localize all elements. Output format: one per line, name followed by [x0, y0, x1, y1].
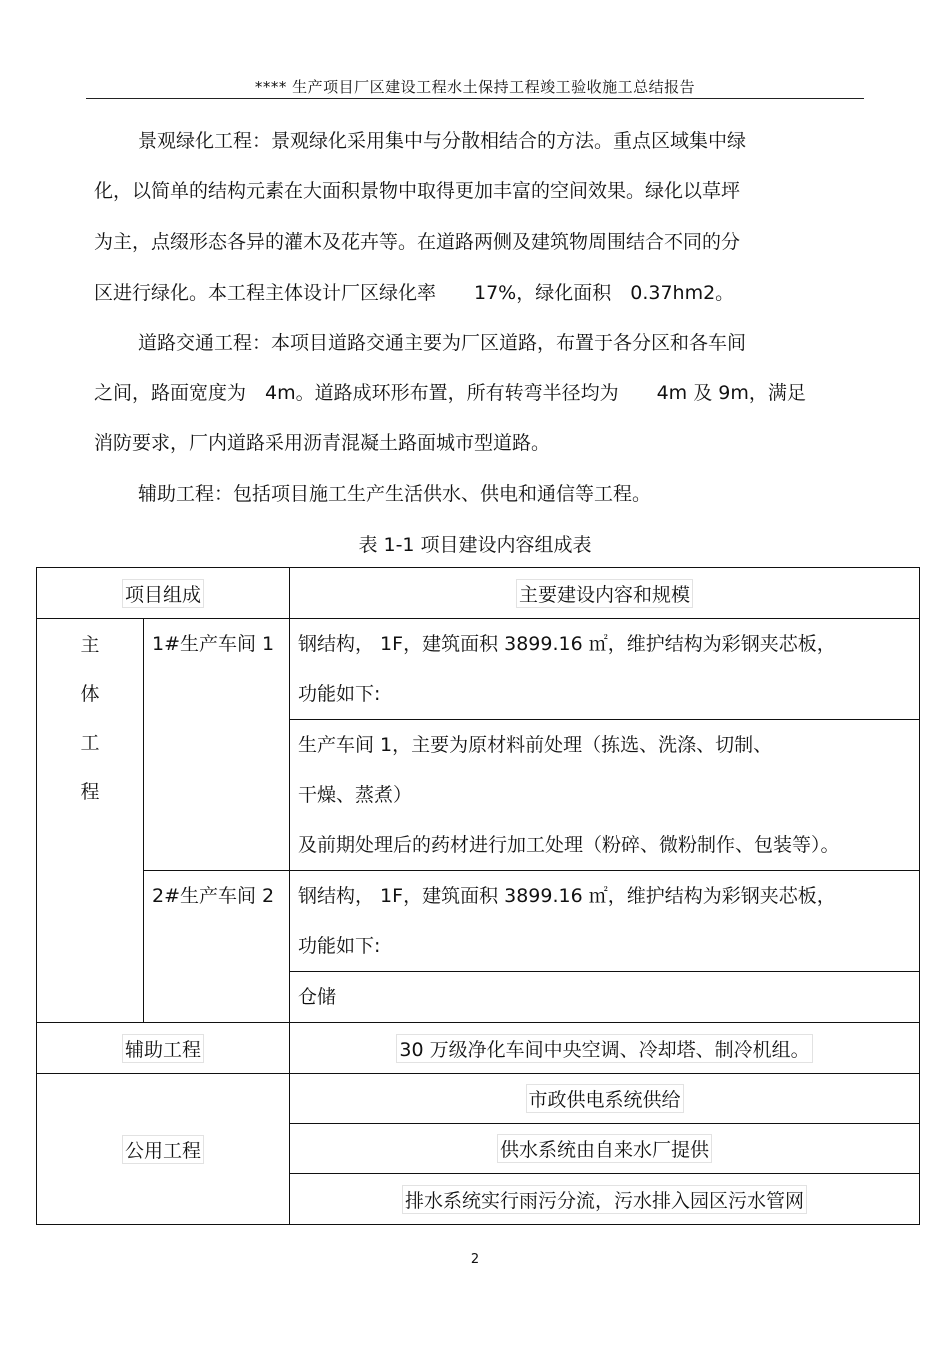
table-row: [37, 1074, 920, 1124]
workshop2-spec-cell: [290, 871, 920, 972]
page-number: 2: [470, 1252, 480, 1267]
public-item-cell: [290, 1174, 920, 1225]
workshop1-function-line: 生产车间 1，主要为原材料前处理（拣选、洗涤、切制、: [298, 734, 773, 756]
text-line: 为主，点缀形态各异的灌木及花卉等。在道路两侧及建筑物周围结合不同的分: [94, 231, 741, 253]
public-label-cell: [37, 1074, 290, 1225]
public-item-cell: [290, 1074, 920, 1124]
main-works-char: 程: [80, 781, 100, 803]
workshop2-spec-line: 功能如下:: [298, 935, 381, 957]
main-works-char: 体: [80, 683, 100, 705]
workshop1-function-cell: [290, 720, 920, 871]
text-line: 之间，路面宽度为 4m。道路成环形布置，所有转弯半径均为 4m 及 9m，满足: [94, 382, 806, 404]
main-works-label-cell: [37, 619, 144, 1023]
workshop1-function-line: 及前期处理后的药材进行加工处理（粉碎、微粉制作、包装等）。: [298, 834, 840, 856]
auxiliary-label: 辅助工程: [122, 1034, 204, 1063]
public-label: 公用工程: [122, 1135, 204, 1164]
auxiliary-label-cell: [37, 1023, 290, 1074]
text-line: 消防要求，厂内道路采用沥青混凝土路面城市型道路。: [94, 432, 551, 454]
table-row: [37, 619, 920, 720]
workshop1-name-cell: [144, 619, 290, 871]
auxiliary-content: 30 万级净化车间中央空调、冷却塔、制冷机组。: [396, 1034, 812, 1063]
table-row: [37, 1023, 920, 1074]
main-works-char: 工: [80, 732, 100, 754]
workshop1-spec-line: 功能如下:: [298, 683, 381, 705]
composition-table: [36, 567, 920, 1225]
header-component-label: 项目组成: [122, 579, 204, 608]
text-line: 化，以简单的结构元素在大面积景物中取得更加丰富的空间效果。绿化以草坪: [94, 180, 741, 202]
header-component: [37, 568, 290, 619]
public-item-cell: [290, 1124, 920, 1174]
page-header: **** 生产项目厂区建设工程水土保持工程竣工验收施工总结报告: [254, 78, 696, 96]
main-works-char: 主: [80, 634, 100, 656]
table-caption: 表 1-1 项目建设内容组成表: [358, 534, 592, 556]
text-line: 区进行绿化。本工程主体设计厂区绿化率 17%，绿化面积 0.37hm2。: [94, 282, 735, 304]
header-rule: [86, 98, 864, 99]
workshop1-spec-line: 钢结构， 1F，建筑面积 3899.16 ㎡，维护结构为彩钢夹芯板，: [298, 633, 836, 655]
header-content: [290, 568, 920, 619]
public-item: 排水系统实行雨污分流，污水排入园区污水管网: [402, 1185, 807, 1214]
text-line: 景观绿化工程：景观绿化采用集中与分散相结合的方法。重点区域集中绿: [138, 130, 747, 152]
table-header-row: [37, 568, 920, 619]
auxiliary-content-cell: [290, 1023, 920, 1074]
header-content-label: 主要建设内容和规模: [516, 579, 693, 608]
workshop1-name: 1#生产车间 1: [152, 633, 275, 655]
workshop2-name: 2#生产车间 2: [152, 885, 275, 907]
public-item: 市政供电系统供给: [526, 1084, 684, 1113]
workshop1-spec-cell: [290, 619, 920, 720]
workshop2-name-cell: [144, 871, 290, 1023]
workshop2-function-line: 仓储: [298, 986, 337, 1008]
workshop2-function-cell: [290, 972, 920, 1023]
table-row: [37, 871, 920, 972]
public-item: 供水系统由自来水厂提供: [497, 1134, 712, 1163]
text-line: 辅助工程：包括项目施工生产生活供水、供电和通信等工程。: [138, 483, 652, 505]
workshop1-function-line: 干燥、蒸煮）: [298, 784, 413, 806]
text-line: 道路交通工程：本项目道路交通主要为厂区道路，布置于各分区和各车间: [138, 332, 747, 354]
workshop2-spec-line: 钢结构， 1F，建筑面积 3899.16 ㎡，维护结构为彩钢夹芯板，: [298, 885, 836, 907]
